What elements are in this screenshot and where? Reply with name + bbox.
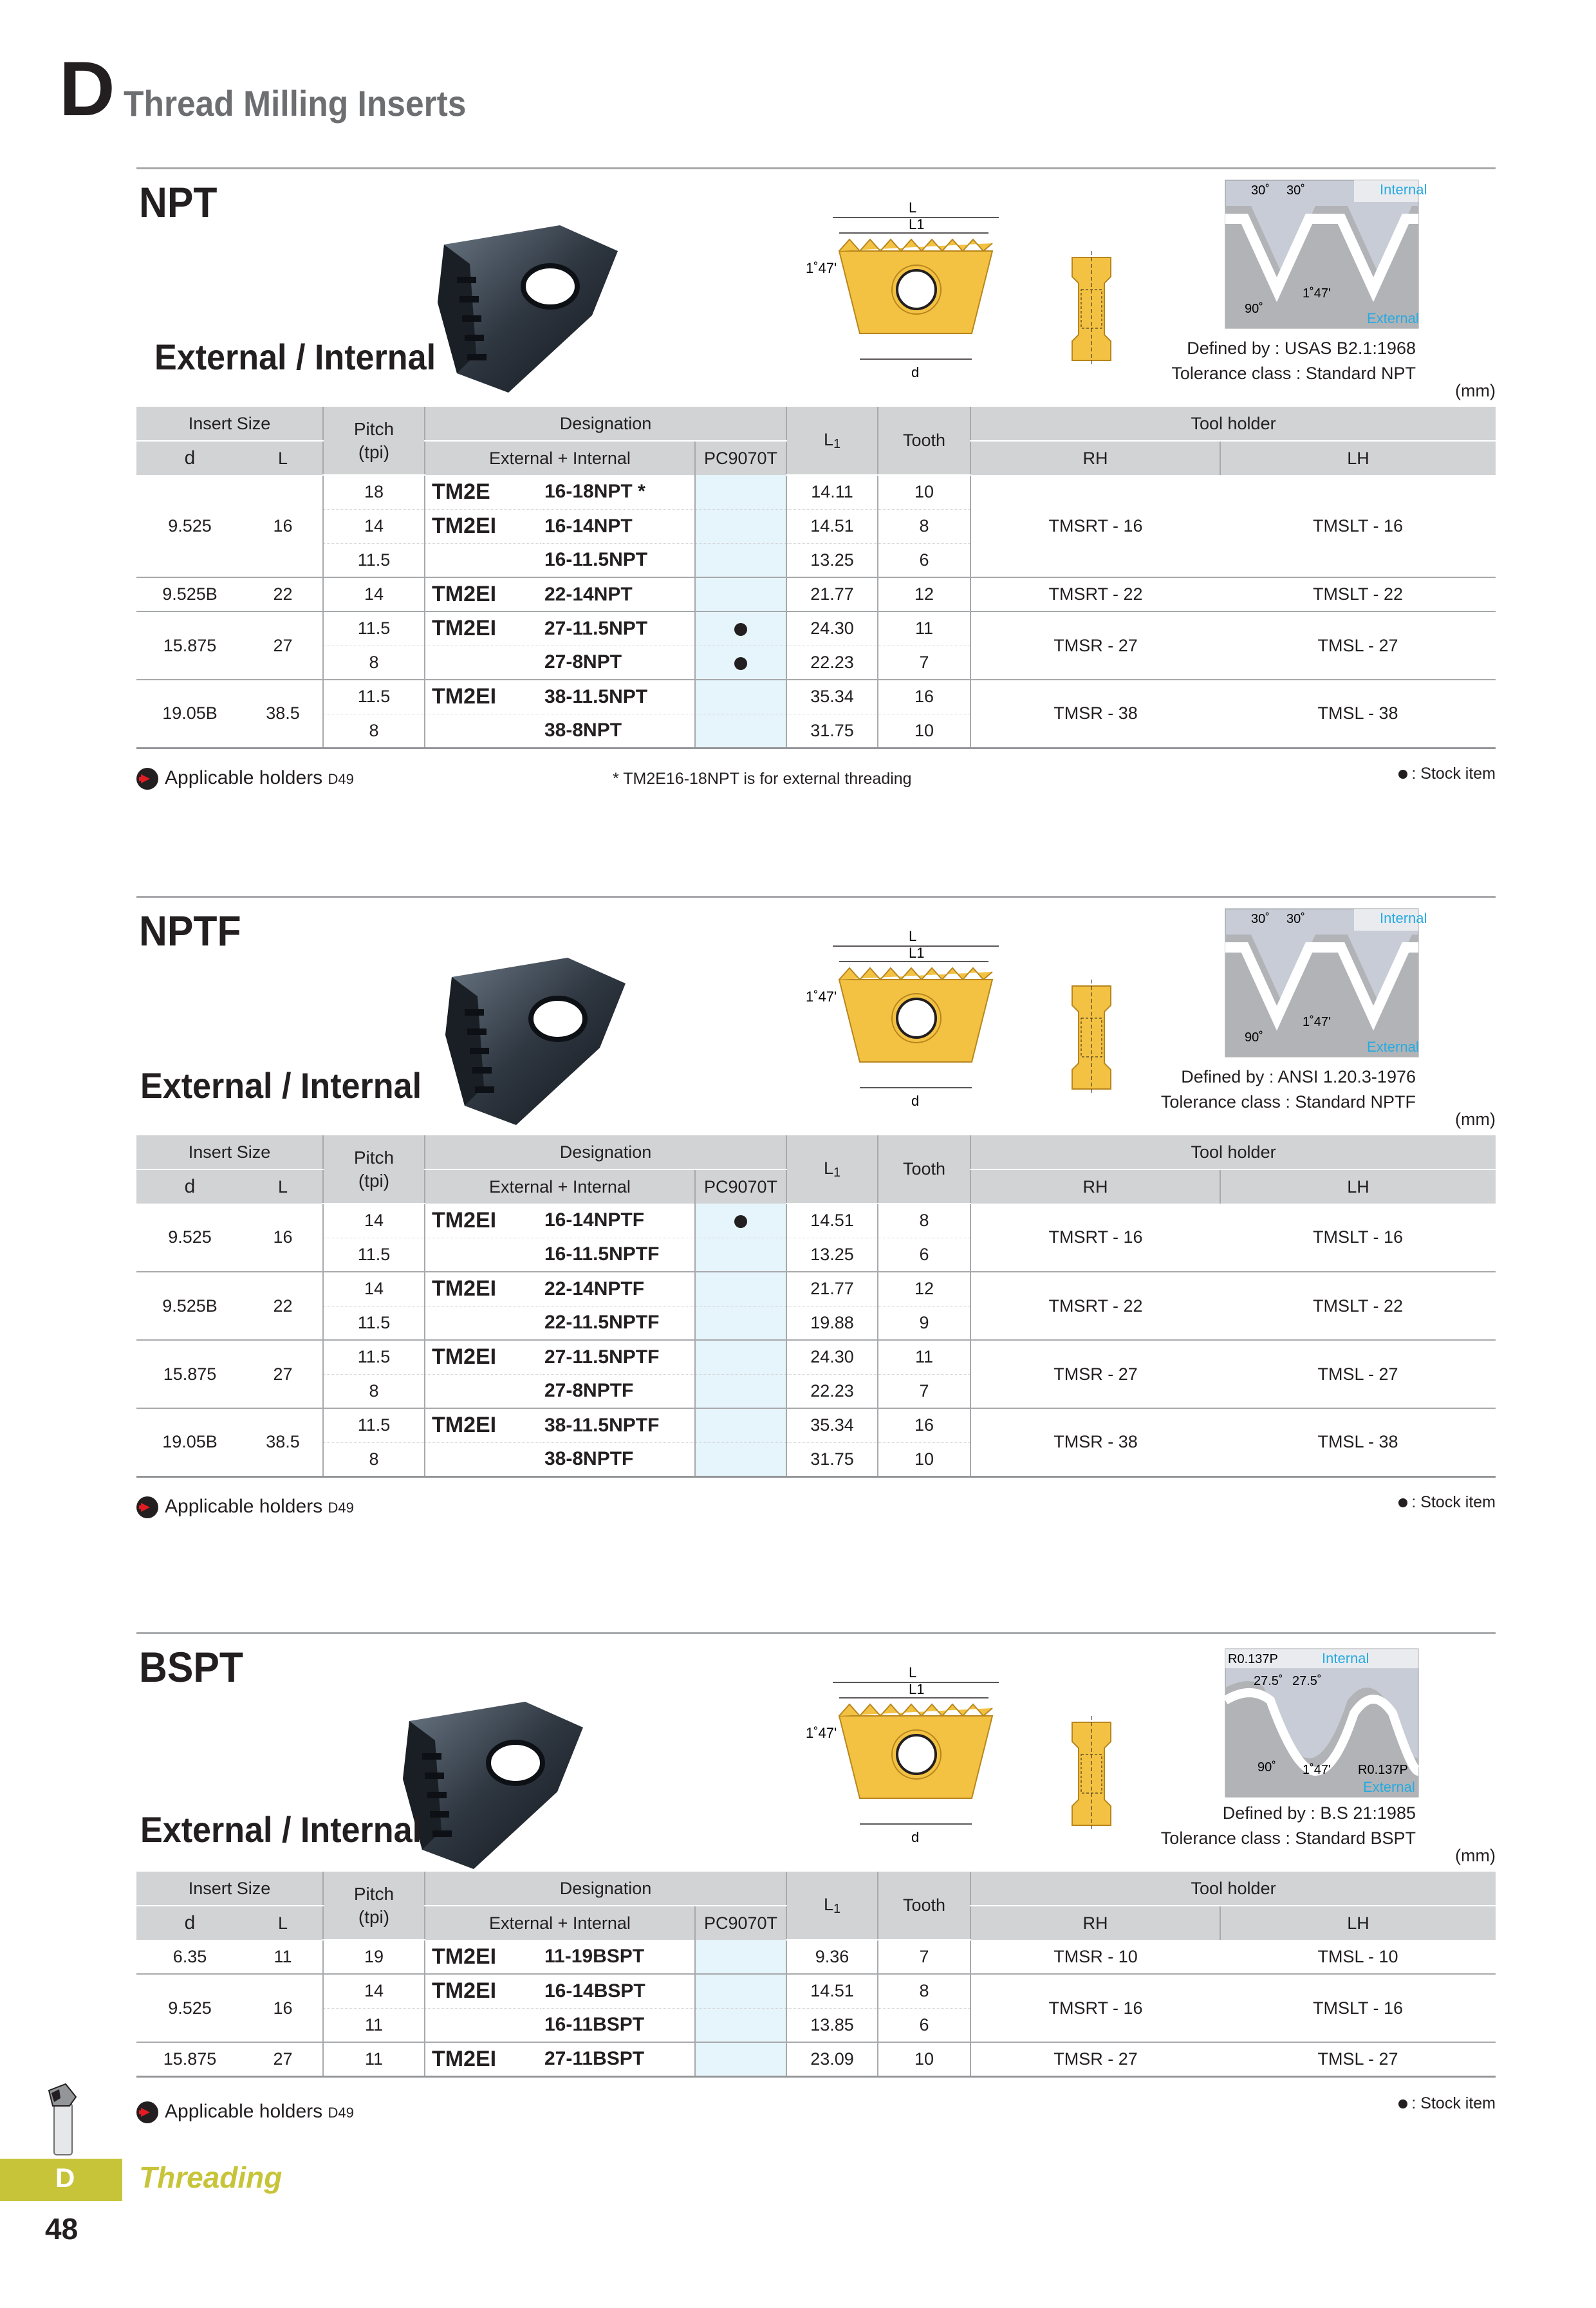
- profile-right-angle: 90˚: [1257, 1760, 1276, 1774]
- section-npt: [136, 167, 1496, 843]
- profile-angle-b: 30˚: [1286, 912, 1305, 926]
- dim-d-label: d: [911, 1829, 920, 1845]
- table-row: 15.875 27 11.5 TM2EI 27-11.5NPT 24.30 11 TMSR - 27 TMSL - 27: [136, 611, 1496, 646]
- insert-dimension-drawing: [806, 915, 1025, 1121]
- table-row: 9.525 16 18 TM2E 16-18NPT * 14.11 10 TMSRT - 16 TMSLT - 16: [136, 475, 1496, 509]
- dim-L-label: L: [909, 928, 917, 944]
- stock-cell: [695, 1204, 786, 1238]
- stock-cell: [695, 2008, 786, 2042]
- standard-info: [1161, 1065, 1416, 1115]
- header-grade: PC9070T: [695, 1169, 786, 1204]
- page-number: 48: [45, 2212, 79, 2246]
- table-row: 15.875 27 11.5 TM2EI 27-11.5NPTF 24.30 11 TMSR - 27 TMSL - 27: [136, 1340, 1496, 1374]
- header-tool-holder: Tool holder: [970, 1135, 1496, 1169]
- stock-cell: [695, 509, 786, 543]
- header-lh: LH: [1220, 1906, 1496, 1940]
- header-d: d: [136, 1906, 243, 1940]
- dim-L1-label: L1: [909, 945, 925, 961]
- stock-cell: [695, 714, 786, 748]
- header-pitch: Pitch (tpi): [323, 1872, 425, 1940]
- profile-internal: Internal: [1322, 1650, 1369, 1666]
- insert-side-view: [1059, 980, 1124, 1095]
- header-tooth: Tooth: [878, 407, 970, 475]
- standard-info: [1171, 336, 1416, 386]
- applicable-holders-link[interactable]: Applicable holders D49: [136, 2101, 354, 2127]
- table-row: 11.5 16-11.5NPT 13.25 6: [136, 543, 1496, 577]
- table-row: 8 38-8NPT 31.75 10: [136, 714, 1496, 748]
- header-designation: Designation: [425, 1872, 786, 1906]
- dim-d-label: d: [911, 364, 920, 380]
- thread-profile-diagram: [1225, 180, 1427, 328]
- header-lh: LH: [1220, 1169, 1496, 1204]
- header-ext-int: External + Internal: [425, 1906, 695, 1940]
- header-rh: RH: [970, 1169, 1220, 1204]
- stock-cell: [695, 1974, 786, 2008]
- tolerance-class: Tolerance class : Standard NPTF: [1160, 1092, 1416, 1112]
- profile-right-angle: 90˚: [1245, 1030, 1263, 1045]
- stock-legend: : Stock item: [1398, 765, 1496, 783]
- stock-cell: [695, 1306, 786, 1340]
- stock-cell: [695, 680, 786, 714]
- defined-by: Defined by : B.S 21:1985: [1222, 1803, 1416, 1823]
- header-tool-holder: Tool holder: [970, 1872, 1496, 1906]
- section-nptf: [136, 896, 1496, 1572]
- dim-L1-label: L1: [909, 216, 925, 232]
- stock-cell: [695, 1238, 786, 1272]
- section-divider: [136, 1632, 1496, 1634]
- dim-taper-label: 1˚47': [806, 260, 837, 276]
- profile-angle-b: 27.5˚: [1292, 1674, 1322, 1688]
- insert-photo: [396, 1702, 589, 1882]
- header-insert-size: Insert Size: [136, 1135, 323, 1169]
- section-title: NPTF: [139, 907, 241, 954]
- section-divider: [136, 896, 1496, 898]
- header-insert-size: Insert Size: [136, 1872, 323, 1906]
- profile-taper: 1˚47': [1303, 1015, 1331, 1029]
- dim-L1-label: L1: [909, 1681, 925, 1697]
- table-row: 15.875 27 11 TM2EI 27-11BSPT 23.09 10 TMSR - 27 TMSL - 27: [136, 2042, 1496, 2076]
- header-l1: $L_1$: [786, 1135, 878, 1204]
- stock-cell: [695, 475, 786, 509]
- profile-internal: Internal: [1380, 181, 1427, 198]
- table-row: 11 16-11BSPT 13.85 6: [136, 2008, 1496, 2042]
- stock-dot: [734, 657, 747, 670]
- section-bspt: [136, 1632, 1496, 2308]
- unit-label: (mm): [1455, 381, 1496, 400]
- table-row: 6.35 11 19 TM2EI 11-19BSPT 9.36 7 TMSR - 10 TMSL - 10: [136, 1940, 1496, 1974]
- section-title: NPT: [139, 178, 218, 226]
- stock-cell: [695, 543, 786, 577]
- header-l1: $L_1$: [786, 1872, 878, 1940]
- stock-dot: [734, 623, 747, 636]
- applicable-holders-link[interactable]: Applicable holders D49: [136, 1496, 354, 1522]
- profile-radius-top: R0.137P: [1228, 1652, 1278, 1666]
- stock-legend: : Stock item: [1398, 2094, 1496, 2113]
- header-L: L: [243, 1169, 323, 1204]
- header-grade: PC9070T: [695, 441, 786, 475]
- insert-dimension-drawing: [806, 187, 1025, 393]
- header-d: d: [136, 1169, 243, 1204]
- arrow-icon: [136, 2101, 158, 2123]
- section-divider: [136, 167, 1496, 169]
- thread-profile-diagram: [1225, 909, 1427, 1057]
- chapter-letter: D: [59, 46, 113, 132]
- header-rh: RH: [970, 441, 1220, 475]
- header-L: L: [243, 441, 323, 475]
- header-designation: Designation: [425, 1135, 786, 1169]
- header-d: d: [136, 441, 243, 475]
- insert-side-view: [1059, 251, 1124, 367]
- stock-dot: [734, 1215, 747, 1228]
- table-row: 9.525 16 14 TM2EI 16-14BSPT 14.51 8 TMSRT - 16 TMSLT - 16: [136, 1974, 1496, 2008]
- table-row: 8 38-8NPTF 31.75 10: [136, 1442, 1496, 1476]
- table-row: 9.525 16 14 TM2EI 16-14NPTF 14.51 8 TMSRT - 16 TMSLT - 16: [136, 1204, 1496, 1238]
- profile-external: External: [1367, 310, 1419, 326]
- spec-table: [136, 407, 1496, 749]
- threading-tool-icon: [40, 2084, 84, 2155]
- arrow-icon: [136, 1496, 158, 1518]
- spec-table: [136, 1135, 1496, 1478]
- profile-right-angle: 90˚: [1245, 302, 1263, 316]
- profile-angle-a: 27.5˚: [1254, 1674, 1283, 1688]
- stock-dot-icon: [1398, 1498, 1407, 1507]
- chapter-tab-title: Threading: [139, 2161, 283, 2194]
- table-row: 19.05B 38.5 11.5 TM2EI 38-11.5NPTF 35.34 16 TMSR - 38 TMSL - 38: [136, 1408, 1496, 1442]
- stock-cell: [695, 611, 786, 646]
- thread-profile-diagram: [1225, 1649, 1418, 1797]
- profile-angle-a: 30˚: [1251, 912, 1270, 926]
- tolerance-class: Tolerance class : Standard NPT: [1171, 364, 1416, 383]
- dim-taper-label: 1˚47': [806, 989, 837, 1005]
- chapter-title: Thread Milling Inserts: [124, 83, 467, 124]
- dim-L-label: L: [909, 200, 917, 216]
- dim-d-label: d: [911, 1093, 920, 1109]
- section-subtitle: External / Internal: [140, 1065, 422, 1106]
- table-row: 11.5 22-11.5NPTF 19.88 9: [136, 1306, 1496, 1340]
- stock-cell: [695, 577, 786, 611]
- table-row: 14 TM2EI 16-14NPT 14.51 8: [136, 509, 1496, 543]
- profile-taper: 1˚47': [1303, 286, 1331, 301]
- stock-legend: : Stock item: [1398, 1493, 1496, 1512]
- section-subtitle: External / Internal: [154, 337, 436, 377]
- unit-label: (mm): [1455, 1846, 1496, 1865]
- profile-taper: 1˚47': [1303, 1763, 1331, 1777]
- header-designation: Designation: [425, 407, 786, 441]
- stock-cell: [695, 1408, 786, 1442]
- header-rh: RH: [970, 1906, 1220, 1940]
- header-tool-holder: Tool holder: [970, 407, 1496, 441]
- standard-info: [1161, 1801, 1416, 1851]
- dim-L-label: L: [909, 1664, 917, 1680]
- table-row: 19.05B 38.5 11.5 TM2EI 38-11.5NPT 35.34 16 TMSR - 38 TMSL - 38: [136, 680, 1496, 714]
- unit-label: (mm): [1455, 1110, 1496, 1129]
- profile-internal: Internal: [1380, 910, 1427, 926]
- header-pitch: Pitch (tpi): [323, 1135, 425, 1204]
- header-l1: $L_1$: [786, 407, 878, 475]
- stock-cell: [695, 1272, 786, 1306]
- stock-cell: [695, 1340, 786, 1374]
- stock-cell: [695, 1442, 786, 1476]
- insert-dimension-drawing: [806, 1652, 1025, 1857]
- stock-cell: [695, 646, 786, 680]
- stock-cell: [695, 2042, 786, 2076]
- stock-dot-icon: [1398, 2099, 1407, 2108]
- stock-dot-icon: [1398, 770, 1407, 779]
- table-row: 8 27-8NPTF 22.23 7: [136, 1374, 1496, 1408]
- header-tooth: Tooth: [878, 1135, 970, 1204]
- arrow-icon: [136, 768, 158, 790]
- header-lh: LH: [1220, 441, 1496, 475]
- profile-external: External: [1363, 1779, 1415, 1795]
- header-grade: PC9070T: [695, 1906, 786, 1940]
- insert-photo: [439, 958, 632, 1138]
- defined-by: Defined by : ANSI 1.20.3-1976: [1181, 1067, 1416, 1086]
- tolerance-class: Tolerance class : Standard BSPT: [1160, 1829, 1416, 1848]
- profile-external: External: [1367, 1039, 1419, 1055]
- insert-photo: [431, 225, 624, 405]
- dim-taper-label: 1˚47': [806, 1725, 837, 1741]
- spec-table: [136, 1872, 1496, 2078]
- applicable-holders-link[interactable]: Applicable holders D49: [136, 767, 354, 793]
- stock-cell: [695, 1940, 786, 1974]
- footnote: * TM2E16-18NPT is for external threading: [613, 770, 912, 788]
- chapter-tab-letter: D: [55, 2163, 75, 2193]
- insert-side-view: [1059, 1716, 1124, 1832]
- header-ext-int: External + Internal: [425, 441, 695, 475]
- header-ext-int: External + Internal: [425, 1169, 695, 1204]
- section-subtitle: External / Internal: [140, 1809, 422, 1850]
- section-title: BSPT: [139, 1643, 243, 1691]
- profile-radius-bottom: R0.137P: [1358, 1763, 1408, 1777]
- stock-cell: [695, 1374, 786, 1408]
- header-insert-size: Insert Size: [136, 407, 323, 441]
- table-row: 9.525B 22 14 TM2EI 22-14NPTF 21.77 12 TMSRT - 22 TMSLT - 22: [136, 1272, 1496, 1306]
- header-pitch: Pitch (tpi): [323, 407, 425, 475]
- table-row: 8 27-8NPT 22.23 7: [136, 646, 1496, 680]
- header-tooth: Tooth: [878, 1872, 970, 1940]
- profile-angle-a: 30˚: [1251, 183, 1270, 198]
- defined-by: Defined by : USAS B2.1:1968: [1187, 339, 1416, 358]
- header-L: L: [243, 1906, 323, 1940]
- profile-angle-b: 30˚: [1286, 183, 1305, 198]
- table-row: 9.525B 22 14 TM2EI 22-14NPT 21.77 12 TMSRT - 22 TMSLT - 22: [136, 577, 1496, 611]
- table-row: 11.5 16-11.5NPTF 13.25 6: [136, 1238, 1496, 1272]
